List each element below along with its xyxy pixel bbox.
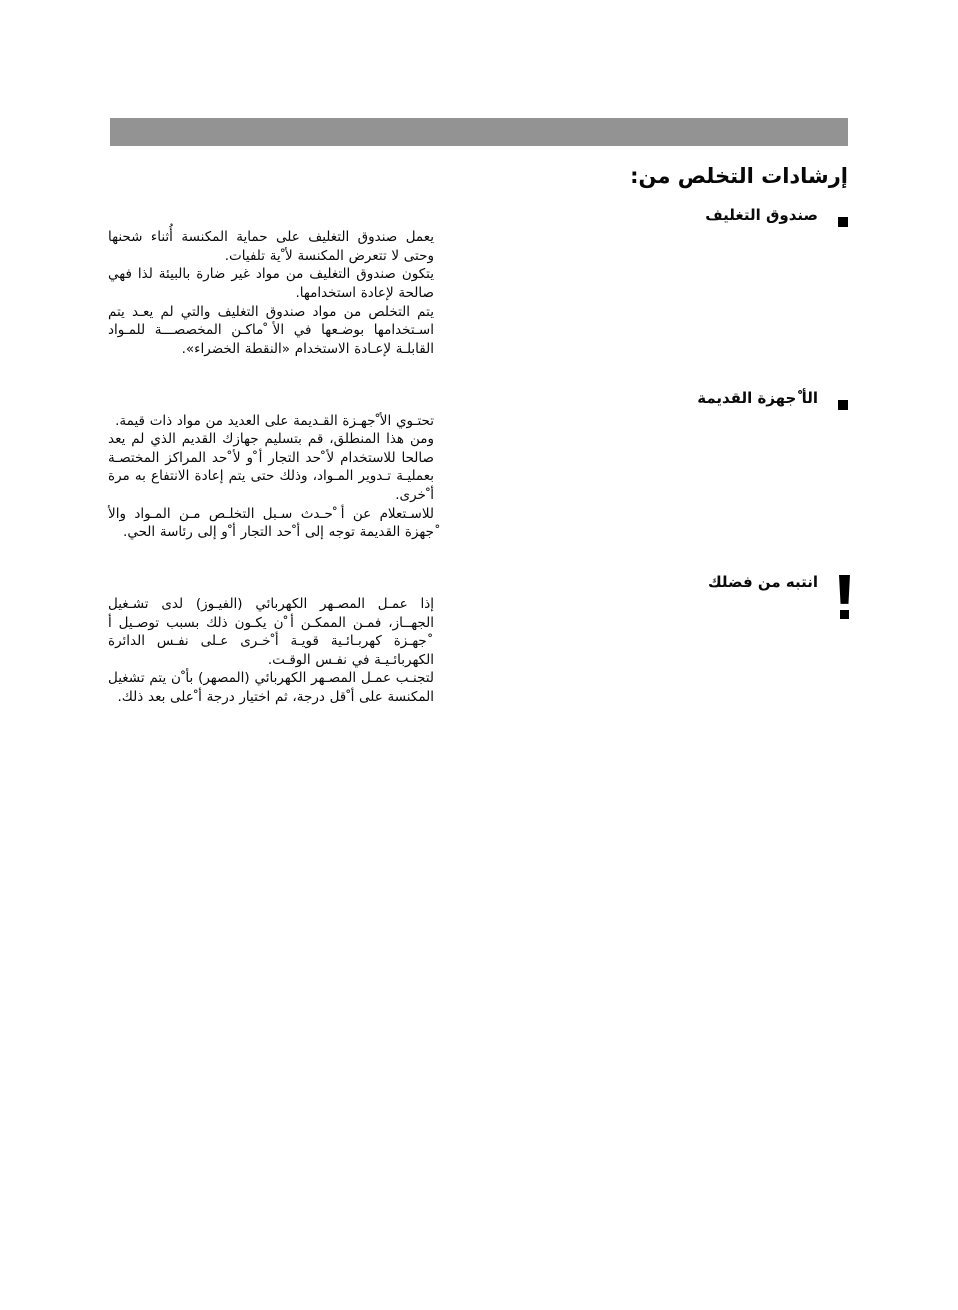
section-old-appliances (108, 388, 848, 541)
section-body (108, 388, 848, 541)
paragraph-block (108, 412, 434, 542)
paragraph-block (108, 595, 434, 707)
section-heading-packaging: صندوق التغليف (705, 206, 818, 224)
section-heading-old-appliances: الأ ْجهزة القديمة (697, 389, 818, 408)
paragraph: يتكون صندوق التغليف من مواد غير ضارة بالبيئة لذا فهي صالحة لإعادة استخدامها. (108, 266, 434, 302)
paragraph: تحتـوي الأ ْجهـزة القـديمة على العديد من مواد ذات قيمة. (115, 412, 434, 429)
paragraph-block (108, 228, 434, 358)
paragraph: يعمل صندوق التغليف على حماية المكنسة أُثناء شحنها وحتى لا تتعرض المكنسة لأ ْية تلفيات. (108, 229, 434, 264)
content-column (108, 205, 848, 724)
section-gap (108, 375, 848, 388)
paragraph: لتجنـب عمـل المصـهر الكهربائي (المصهر) بأ ْن يتم تشغيل المكنسة على أ ْقل درجة، ثم اختيار درجة أ ْعلى بعد ذلك. (108, 670, 434, 706)
section-body (108, 205, 848, 358)
square-bullet-icon (836, 397, 850, 413)
paragraph: إذا عمـل المصـهر الكهربائي (الفيـوز) لدى تشـغيل الجهــاز، فمـن الممكـن أ ْن يكـون ذلك بسبب توصـيل أ ْجهـزة كهربـائـية قويـة أ ْخـرى عـلى نفـس الدائرة الكهربائـيـة في نفـس الوقـت. (108, 596, 434, 668)
paragraph: للاسـتعلام عن أ ْحـدث سـبل التخلـص مـن المـواد والأ ْجهزة القديمة توجه إلى أ ْحد التجار أ ْو إلى رئاسة الحي. (108, 505, 434, 541)
section-gap (108, 559, 848, 572)
exclamation-warning-icon (836, 575, 852, 623)
header-band (110, 118, 848, 146)
section-body (108, 572, 848, 707)
square-bullet-icon (836, 214, 850, 230)
section-packaging (108, 205, 848, 358)
section-warning (108, 572, 848, 707)
page-title: إرشادات التخلص من: (630, 164, 848, 188)
paragraph: يتم التخلص من مواد صندوق التغليف والتي لم يعـد يتم اسـتخدامها بوضـعها في الأ ْماكـن المخصصـــة للمـواد القابلـة لإعـادة الاستخدام «النقطة الخضراء». (108, 303, 434, 357)
paragraph: ومن هذا المنطلق، قم بتسليم جهازك القديم الذي لم يعد صالحا للاستخدام لأ ْحد التجار أ ْو لأ ْحد المراكز المختصـة بعمليـة تـدوير المـواد، وذلك حتى يتم إعادة الانتفاع به مرة أ ْخرى. (108, 431, 434, 504)
section-heading-warning: انتبه من فضلك (707, 572, 818, 591)
